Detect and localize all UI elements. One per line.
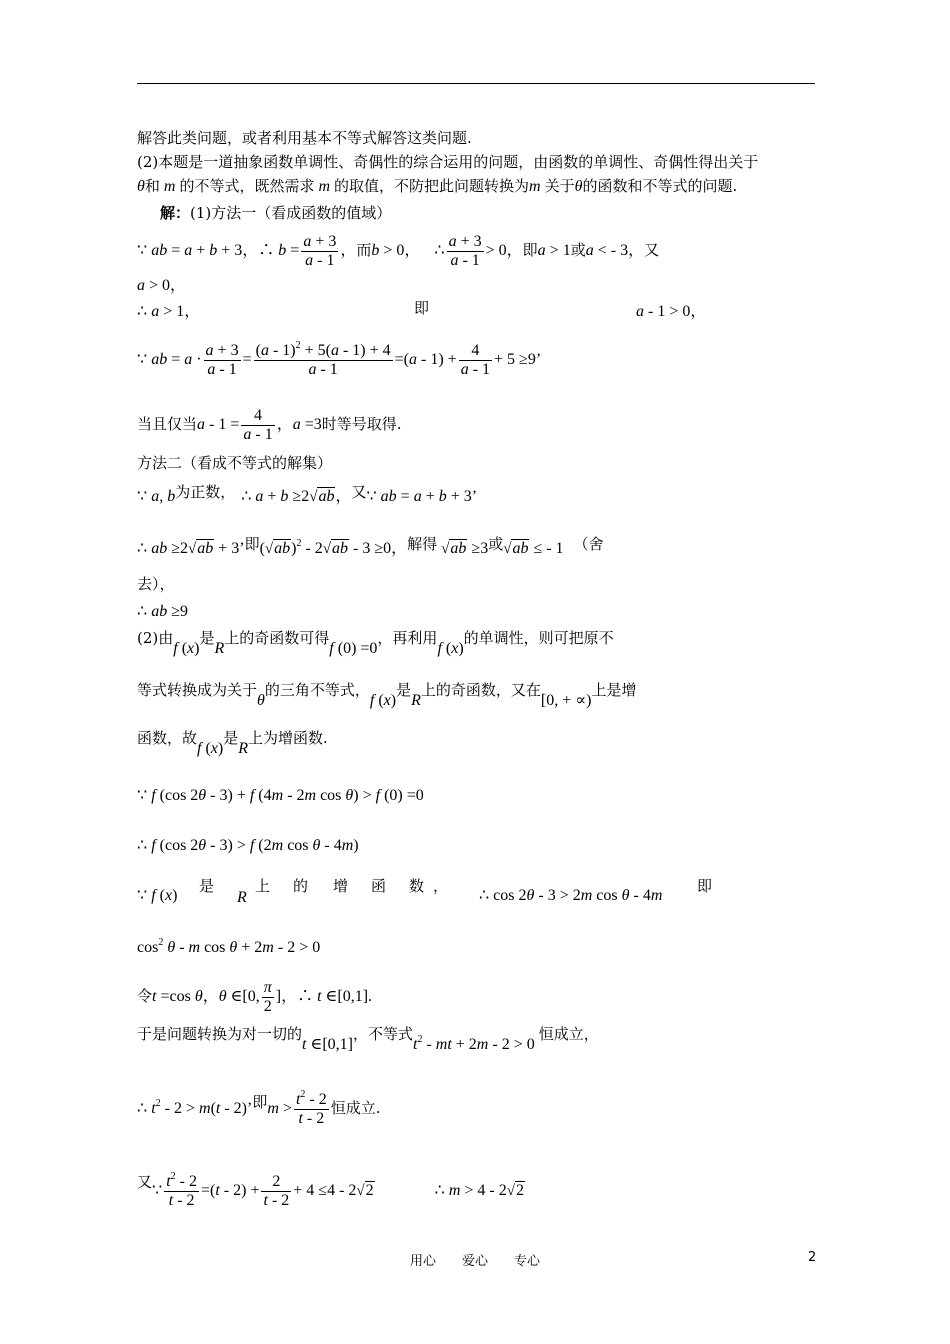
math-line-3b: a - 1 > 0， — [636, 303, 707, 320]
ji-label: 即 — [414, 299, 430, 317]
intro-line-1: 解答此类问题，或者利用基本不等式解答这类问题. — [137, 129, 472, 147]
math-line-16: 又∵ $\frac{t^2 - 2}{t - 2}$ =(t - 2) + $\frac{2}{t - 2}$ + 4 ≤4 - 2√2 ∴ m > 4 - 2√2 — [137, 1170, 524, 1209]
math-line-12: $\cos^2 \theta$ - m cos θ + 2m - 2 > 0 — [137, 937, 321, 956]
part2-line-2: 等式转换成为关于θ的三角不等式，f (x)是R上的奇函数，又在[0, + ∝)上是增 — [137, 681, 637, 709]
math-line-8: ∴ ab ≥9 — [137, 603, 188, 620]
math-line-13: 令t =cos θ，θ ∈[0, $\frac{\pi}{2}$ ]，∴ t ∈[0,1]. — [137, 978, 373, 1015]
part2-line-3: 函数，故f (x)是R上为增函数. — [137, 729, 328, 757]
math-line-1: ∵ ab = a + b + 3，∴ b = $\frac{a + 3}{a - 1}$ ，而b > 0， ∴ $\frac{a + 3}{a - 1}$ > 0，即a > 1或a < - 3，又 — [137, 232, 660, 269]
math-line-5: 当且仅当a - 1 = $\frac{4}{a - 1}$ ，a =3时等号取得. — [137, 406, 402, 443]
method2-title: 方法二（看成不等式的解集） — [137, 454, 333, 472]
math-line-2: a > 0， — [137, 277, 187, 294]
math-line-10: ∴ f (cos 2θ - 3) > f (2m cos θ - 4m) — [137, 837, 359, 854]
math-line-11: ∵ f (x) 是 R 上 的 增 函 数 ， ∴ cos 2θ - 3 > 2m cos θ - 4m 即 — [137, 877, 713, 906]
header-rule — [137, 83, 815, 84]
math-line-9: ∵ f (cos 2θ - 3) + f (4m - 2m cos θ) > f (0) =0 — [137, 787, 424, 804]
math-line-4: ∵ ab = a · $\frac{a + 3}{a - 1}$ = $\frac{(a - 1)^2 + 5(a - 1) + 4}{a - 1}$ =(a - 1) + $\frac{4}{a - 1}$ + 5 ≥9’ — [137, 339, 542, 378]
math-line-6: ∵ a, b为正数， ∴ a + b ≥2√ab，又∵ ab = a + b + 3’ — [137, 483, 478, 505]
page-footer: 用心 爱心 专心 — [409, 1254, 540, 1269]
solution-heading: 解：(1)方法一（看成函数的值域） — [160, 204, 392, 222]
page-number: 2 — [808, 1250, 817, 1265]
math-line-7: ∴ ab ≥2√ab + 3’即$(√ab)^2 - 2√ab - 3 \ge 0$，解得 √ab ≥3或√ab ≤ - 1 （舍 — [137, 535, 604, 557]
math-line-3: ∴ a > 1， — [137, 303, 201, 320]
qu-line: 去）， — [137, 575, 175, 593]
intro-line-3: θ和 m 的不等式，既然需求 m 的取值，不防把此问题转换为m 关于θ的函数和不等式的问题. — [137, 177, 738, 195]
part2-line-1: (2)由f (x)是R上的奇函数可得f (0) =0，再利用f (x)的单调性，则可把原不 — [137, 629, 614, 657]
math-line-15: ∴ $t^2 - 2 > m(t - 2)$’即m > $\frac{t^2 - 2}{t - 2}$ 恒成立. — [137, 1088, 381, 1127]
intro-line-2: (2)本题是一道抽象函数单调性、奇偶性的综合运用的问题，由函数的单调性、奇偶性得出关于 — [137, 153, 759, 171]
math-line-14: 于是问题转换为对一切的t ∈[0,1]，不等式$t^2$ - mt + 2m - 2 > 0恒成立， — [137, 1025, 599, 1053]
